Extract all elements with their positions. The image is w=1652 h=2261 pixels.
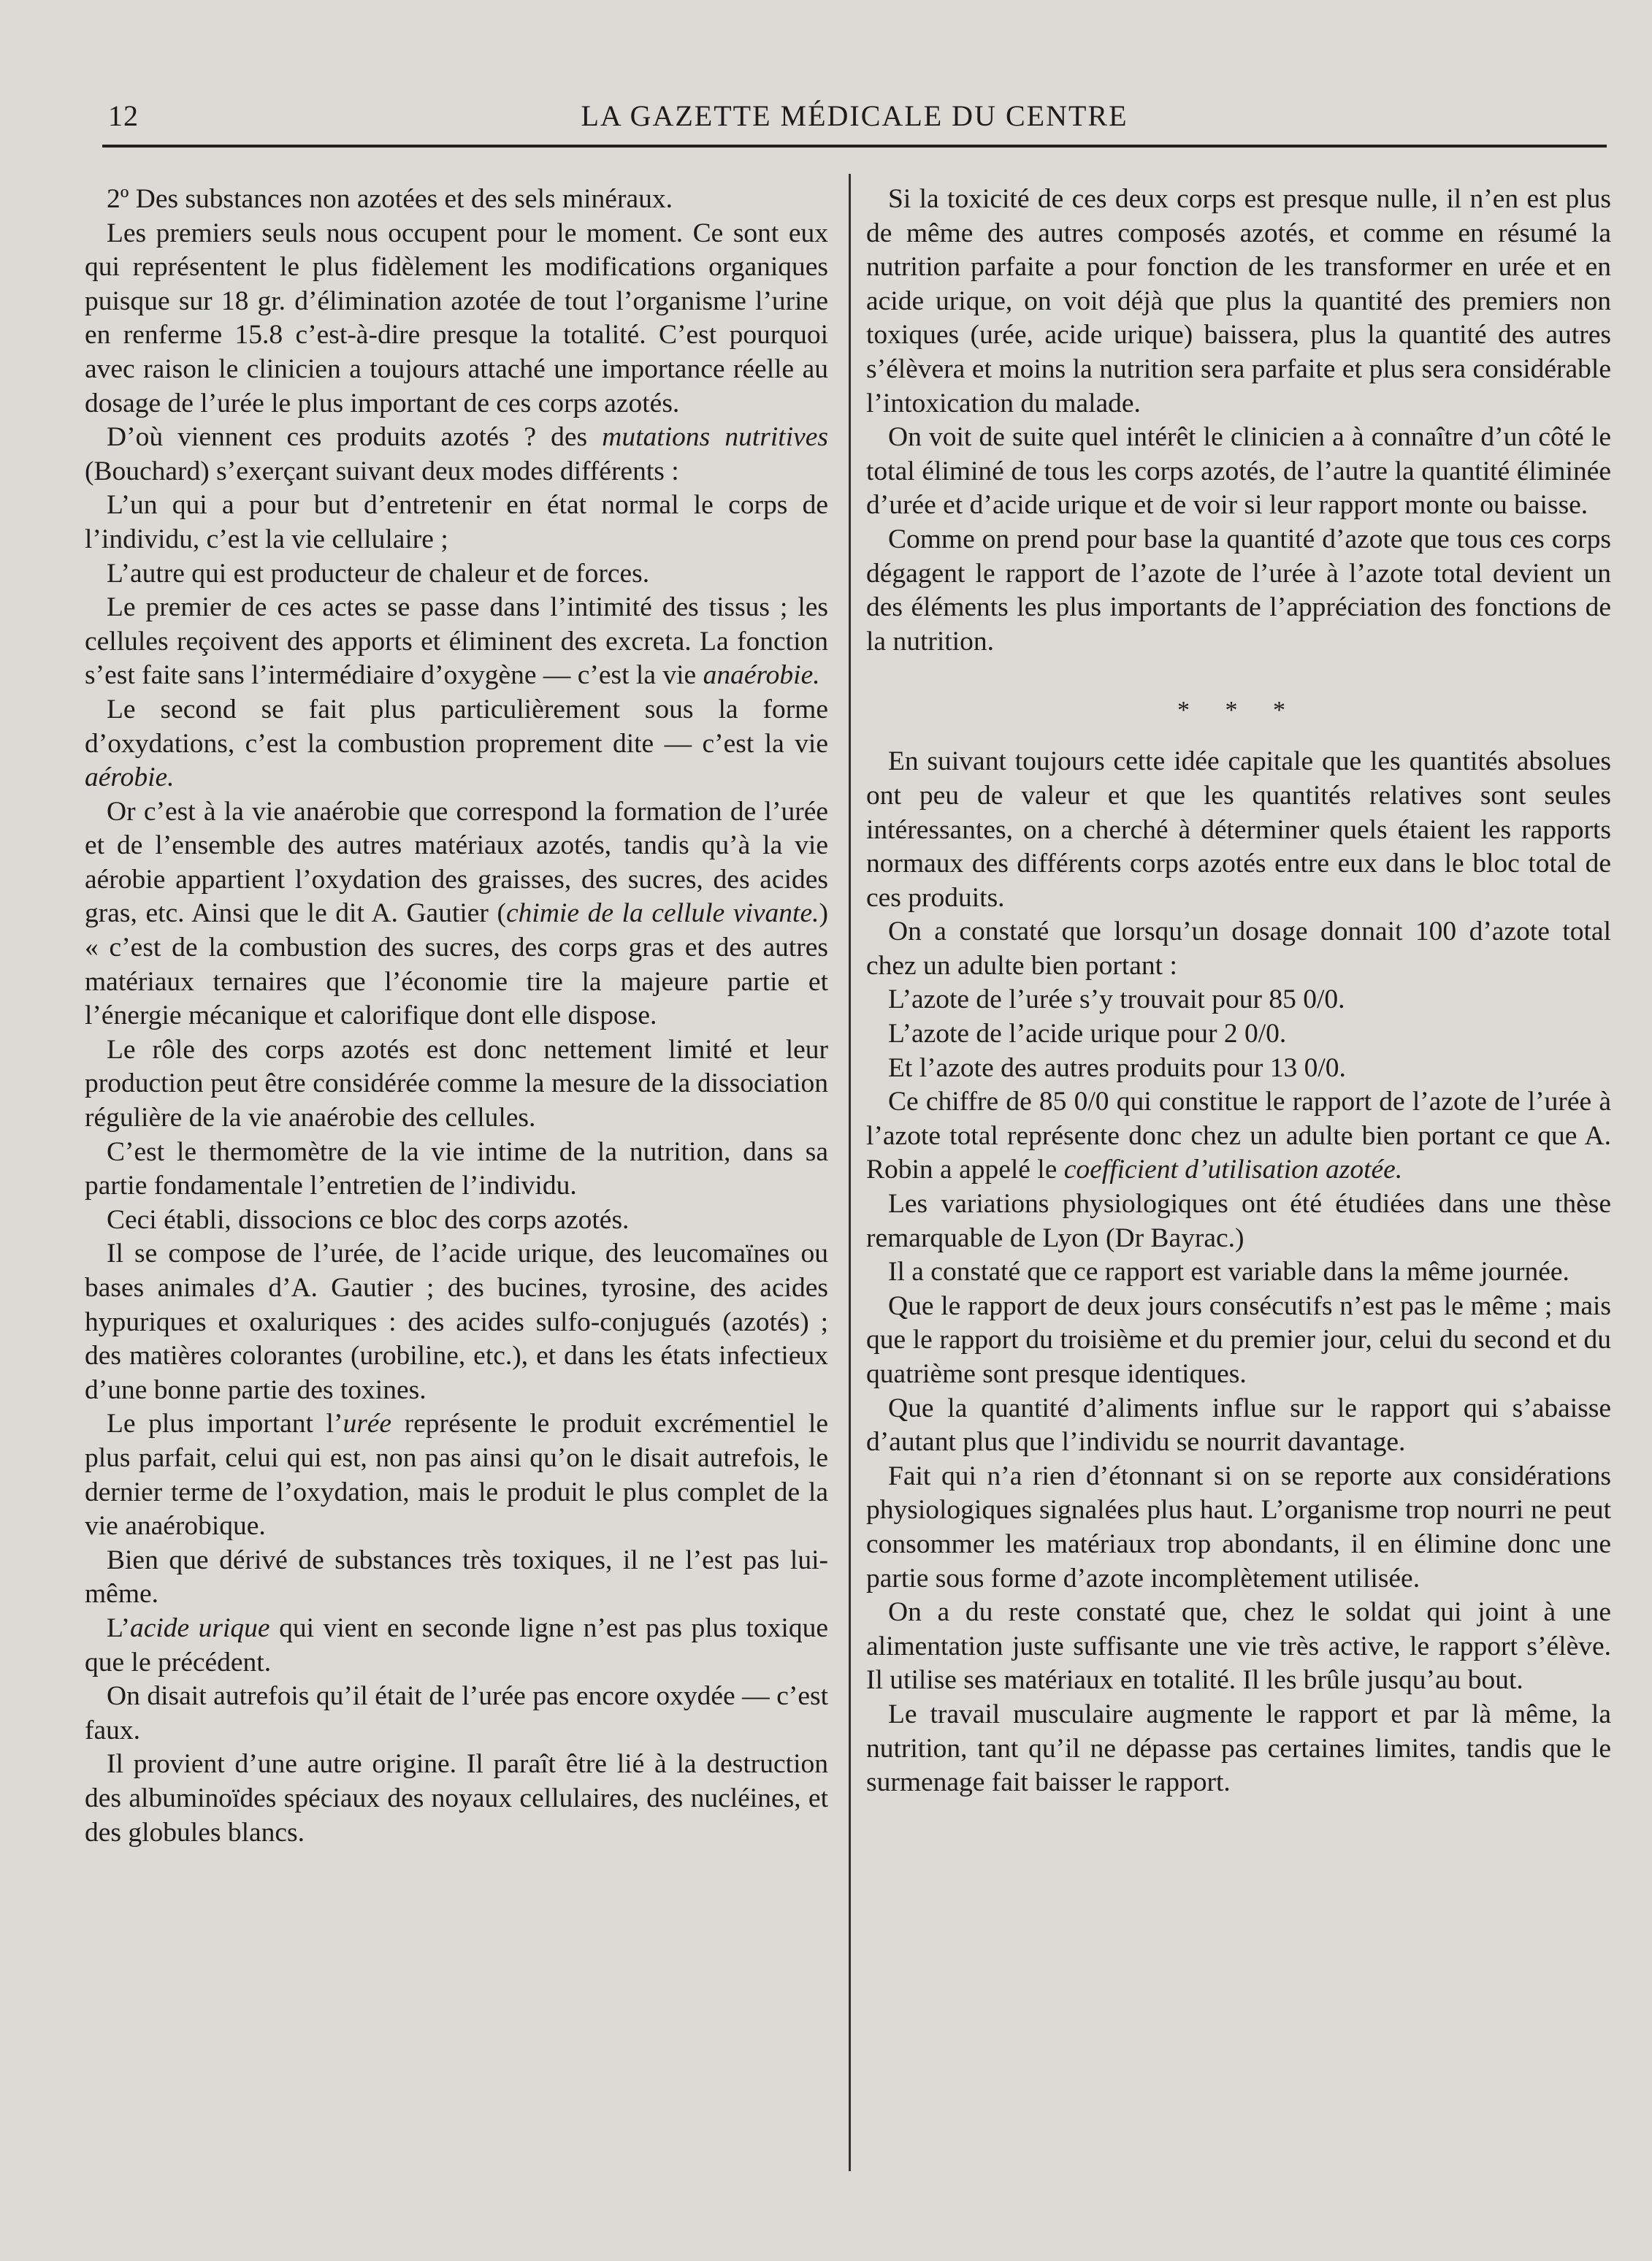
paragraph: On disait autrefois qu’il était de l’urée pas encore oxydée — c’est faux. (85, 1681, 828, 1745)
paragraph: Le travail musculaire augmente le rapport et par là même, la nutrition, tant qu’il ne dépasse pas certaines limites, tandis que le surmenage fait baisser le rapport. (866, 1699, 1611, 1798)
paragraph: Les premiers seuls nous occupent pour le moment. Ce sont eux qui représentent le plus fidèlement les modifications organiques puisque sur 18 gr. d’élimination azotée de tout l’organisme l’urine en renferme 15.8 c’est-à-dire presque la totalité. C’est pourquoi avec raison le clinicien a toujours attaché une importance réelle au dosage de l’urée le plus important de ces corps azotés. (85, 218, 828, 418)
paragraph: Le plus important l’urée représente le produit excrémentiel le plus parfait, celui qui est, non pas ainsi qu’on le disait autrefois, le dernier terme de l’oxydation, mais le produit le plus complet de la vie anaérobique. (85, 1409, 828, 1542)
paragraph: Que la quantité d’aliments influe sur le rapport qui s’abaisse d’autant plus que l’individu se nourrit davantage. (866, 1393, 1611, 1458)
section-asterism: * * * (1177, 697, 1300, 724)
paragraph: Or c’est à la vie anaérobie que correspond la formation de l’urée et de l’ensemble des autres matériaux azotés, tandis qu’à la vie aérobie appartient l’oxydation des graisses, des sucres, des acides gras, etc. Ainsi que le dit A. Gautier (chimie de la cellule vivante.) « c’est de la combustion des sucres, des corps gras et des autres matériaux ternaires que l’économie tire la majeure partie et l’énergie mécanique et calorifique dont elle dispose. (85, 796, 829, 1031)
paragraph: Le second se fait plus particulièrement sous la forme d’oxydations, c’est la combustion proprement dite — c’est la vie aérobie. (85, 694, 828, 793)
paragraph: Fait qui n’a rien d’étonnant si on se reporte aux considérations physiologiques signalées plus haut. L’organisme trop nourri ne peut consommer les matériaux trop abondants, il en élimine donc une partie sous forme d’azote incomplètement utilisée. (866, 1461, 1611, 1594)
paragraph: L’acide urique qui vient en seconde ligne n’est pas plus toxique que le précédent. (85, 1612, 828, 1677)
paragraph: Le premier de ces actes se passe dans l’intimité des tissus ; les cellules reçoivent des apports et éliminent des excreta. La fonction s’est faite sans l’intermédiaire d’oxygène — c’est la vie anaérobie. (85, 592, 828, 691)
page-number: 12 (108, 99, 139, 132)
left-column (85, 183, 828, 1850)
paragraph: D’où viennent ces produits azotés ? des mutations nutritives (Bouchard) s’exerçant suivant deux modes différents : (85, 422, 828, 486)
paragraph: Le rôle des corps azotés est donc nettement limité et leur production peut être considérée comme la mesure de la dissociation régulière de la vie anaérobie des cellules. (85, 1034, 828, 1133)
paragraph: L’azote de l’urée s’y trouvait pour 85 0/0. (888, 984, 1345, 1015)
paragraph: Il a constaté que ce rapport est variable dans la même journée. (888, 1257, 1569, 1288)
paragraph: Et l’azote des autres produits pour 13 0/0. (888, 1052, 1346, 1083)
paragraph: L’autre qui est producteur de chaleur et de forces. (107, 558, 650, 589)
page-header (102, 99, 1607, 142)
paragraph: On a constaté que lorsqu’un dosage donnait 100 d’azote total chez un adulte bien portant : (866, 917, 1611, 981)
paragraph: Il se compose de l’urée, de l’acide urique, des leucomaïnes ou bases animales d’A. Gautier ; des bucines, tyrosine, des acides hypuriques et oxaluriques : des acides sulfo-conjugués (azotés) ; des matières colorantes (urobiline, etc.), et dans les états infectieux d’une bonne partie des toxines. (85, 1239, 828, 1405)
paragraph: Si la toxicité de ces deux corps est presque nulle, il n’en est plus de même des autres composés azotés, et comme en résumé la nutrition parfaite a pour fonction de les transformer en urée et en acide urique, on voit déjà que plus la quantité des premiers non toxiques (urée, acide urique) baissera, plus la quantité des autres s’élèvera et moins la nutrition sera parfaite et plus sera considérable l’intoxication du malade. (866, 184, 1611, 418)
right-column (866, 183, 1611, 1800)
paragraph: On a du reste constaté que, chez le soldat qui joint à une alimentation juste suffisante une vie très active, le rapport s’élève. Il utilise ses matériaux en totalité. Il les brûle jusqu’au bout. (866, 1597, 1611, 1696)
paragraph: Bien que dérivé de substances très toxiques, il ne l’est pas lui-même. (85, 1545, 828, 1610)
paragraph: Ce chiffre de 85 0/0 qui constitue le rapport de l’azote de l’urée à l’azote total représente donc chez un adulte bien portant ce que A. Robin a appelé le coefficient d’utilisation azotée. (866, 1087, 1611, 1185)
running-title: LA GAZETTE MÉDICALE DU CENTRE (581, 99, 1128, 132)
paragraph: En suivant toujours cette idée capitale que les quantités absolues ont peu de valeur et que les quantités relatives sont seules intéressantes, on a cherché à déterminer quels étaient les rapports normaux des différents corps azotés entre eux dans le bloc total de ces produits. (866, 746, 1611, 913)
paragraph: L’azote de l’acide urique pour 2 0/0. (888, 1019, 1287, 1049)
paragraph: Comme on prend pour base la quantité d’azote que tous ces corps dégagent le rapport de l’azote de l’urée à l’azote total devient un des éléments les plus importants de l’appréciation des fonctions de la nutrition. (866, 524, 1611, 657)
paragraph: 2º Des substances non azotées et des sels minéraux. (107, 184, 673, 214)
paragraph: Les variations physiologiques ont été étudiées dans une thèse remarquable de Lyon (Dr Bayrac.) (866, 1189, 1611, 1253)
paragraph: C’est le thermomètre de la vie intime de la nutrition, dans sa partie fondamentale l’entretien de l’individu. (85, 1136, 828, 1201)
column-divider (849, 174, 851, 2171)
paragraph: Ceci établi, dissocions ce bloc des corps azotés. (107, 1204, 630, 1235)
paragraph: Que le rapport de deux jours consécutifs n’est pas le même ; mais que le rapport du troisième et du premier jour, celui du second et du quatrième sont presque identiques. (866, 1290, 1611, 1389)
paragraph: Il provient d’une autre origine. Il paraît être lié à la destruction des albuminoïdes spéciaux des noyaux cellulaires, des nucléines, et des globules blancs. (85, 1749, 828, 1848)
header-rule (102, 145, 1607, 148)
paragraph: On voit de suite quel intérêt le clinicien a à connaître d’un côté le total éliminé de tous les corps azotés, de l’autre la quantité éliminée d’urée et d’acide urique et de voir si leur rapport monte ou baisse. (866, 422, 1611, 521)
paragraph: L’un qui a pour but d’entretenir en état normal le corps de l’individu, c’est la vie cellulaire ; (85, 490, 828, 554)
